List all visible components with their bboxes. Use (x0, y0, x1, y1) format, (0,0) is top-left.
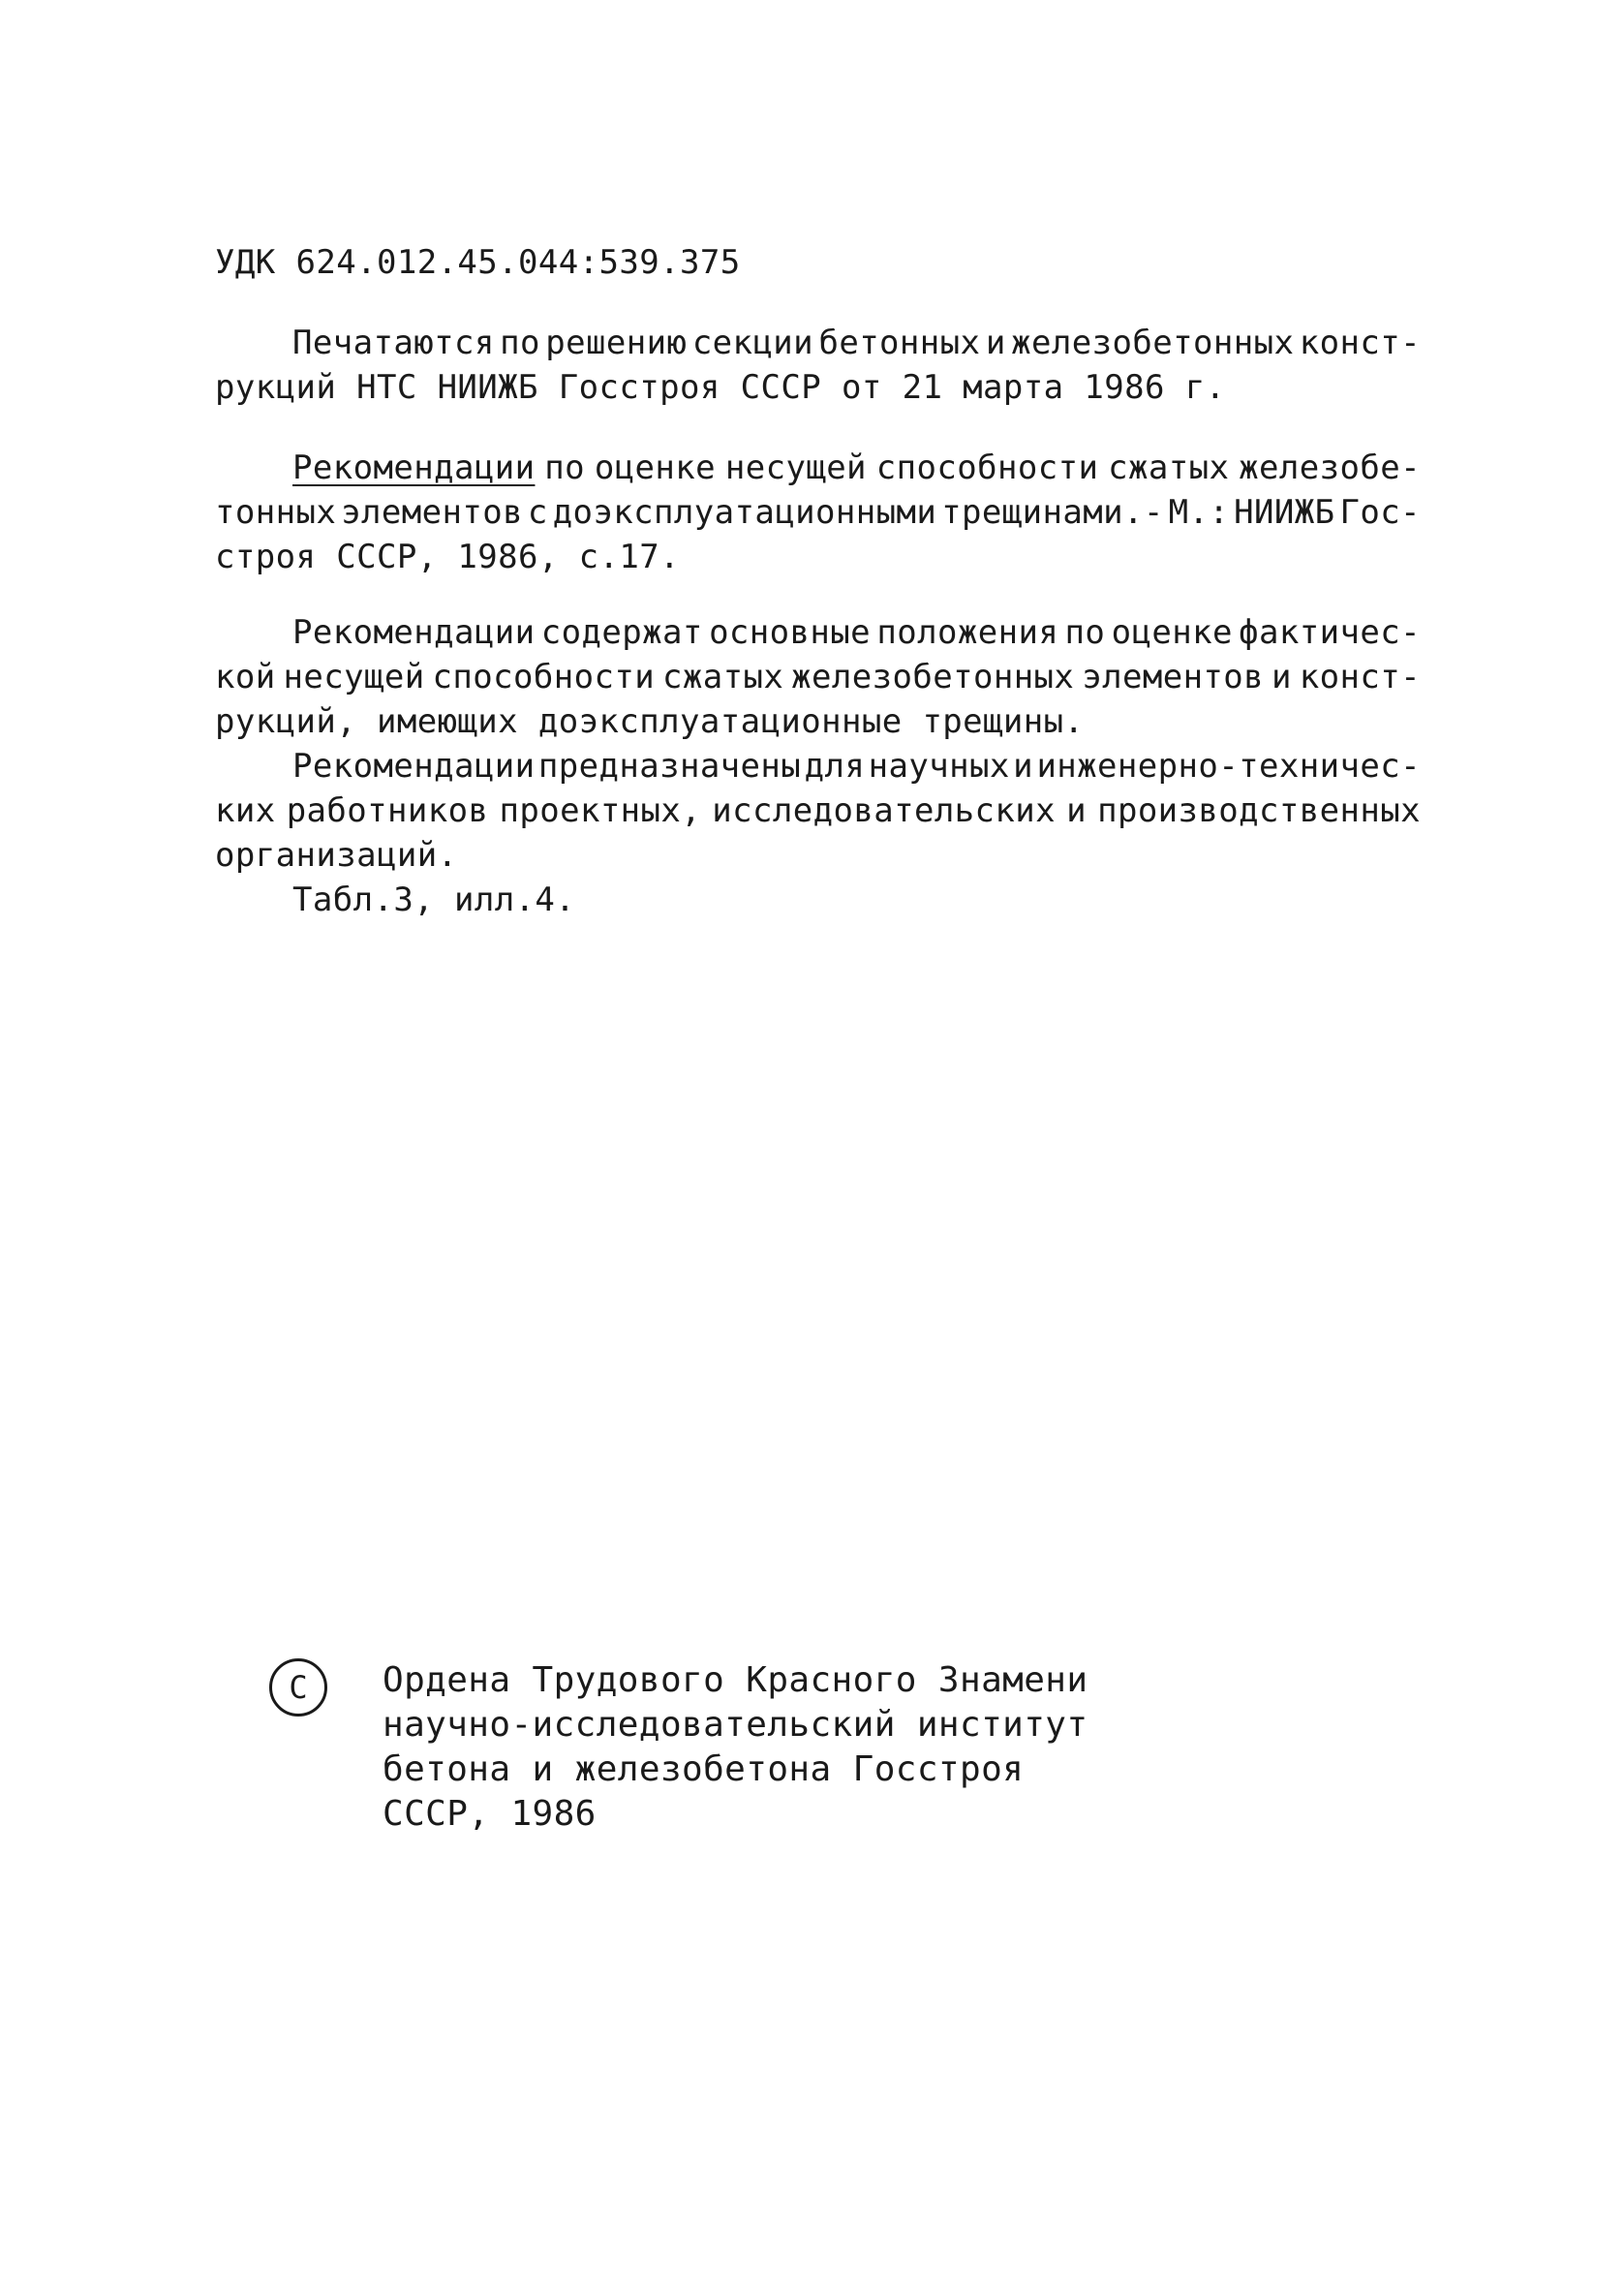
word: основные (709, 613, 872, 652)
word: секции (691, 324, 814, 362)
word: и (1066, 791, 1087, 830)
publisher-line-2: научно-исследовательский институт (383, 1705, 1088, 1745)
word: бетонных (818, 324, 981, 362)
publisher-line-4: СССР, 1986 (383, 1794, 597, 1834)
word: Гос- (1339, 493, 1421, 532)
word: для (804, 747, 866, 786)
word: по (1064, 613, 1106, 652)
tables-illustrations-count: Табл.3, илл.4. (292, 881, 576, 919)
word: конст- (1299, 658, 1421, 696)
word: трещинами.- (941, 493, 1164, 532)
word: по (500, 324, 540, 362)
word: фактичес- (1239, 613, 1421, 652)
word: М.: (1168, 493, 1230, 532)
word: железобетонных (1011, 324, 1295, 362)
abstract-p1-line-2 (215, 655, 1421, 699)
word: по (544, 449, 585, 487)
word: и (1013, 747, 1034, 786)
word: с (527, 493, 548, 532)
word: инженерно-техничес- (1036, 747, 1421, 786)
word: предназначены (537, 747, 802, 786)
publisher-line-3: бетона и железобетона Госстроя (383, 1749, 1025, 1789)
abstract-p1-line-1 (292, 610, 1421, 655)
word: Рекомендации (292, 613, 536, 652)
word: Рекомендации (292, 747, 536, 786)
abstract-p1-line-3: рукций, имеющих доэксплуатационные трещины. (215, 702, 1085, 741)
word: элементов (1082, 658, 1265, 696)
word: научных (868, 747, 1010, 786)
word: исследовательских (712, 791, 1057, 830)
word: конст- (1299, 324, 1421, 362)
word: несущей (724, 449, 867, 487)
word: и (985, 324, 1006, 362)
citation-line-2 (215, 490, 1421, 535)
copyright-icon (269, 1658, 327, 1717)
word: проектных, (499, 791, 702, 830)
word: оценке (594, 449, 717, 487)
citation-line-1 (292, 446, 1421, 490)
approval-line-1 (292, 321, 1421, 365)
udk-code: УДК 624.012.45.044:539.375 (215, 243, 741, 282)
word: сжатых (662, 658, 784, 696)
word: железобе- (1239, 449, 1421, 487)
word: кой (215, 658, 276, 696)
approval-line-2: рукций НТС НИИЖБ Госстроя СССР от 21 марта 1986 г. (215, 368, 1226, 407)
word: ких (215, 791, 276, 830)
citation-line-3: строя СССР, 1986, с.17. (215, 538, 681, 576)
word: решению (545, 324, 688, 362)
word: работников (286, 791, 489, 830)
word: несущей (283, 658, 425, 696)
word: и (1271, 658, 1292, 696)
word: положения (876, 613, 1059, 652)
copyright-symbol: С (289, 1669, 308, 1706)
word: способности (875, 449, 1099, 487)
word: элементов (341, 493, 523, 532)
word: оценке (1111, 613, 1233, 652)
word: Печатаются (292, 324, 495, 362)
word: производственных (1097, 791, 1421, 830)
abstract-p2-line-2 (215, 789, 1421, 833)
word: доэксплуатационными (552, 493, 937, 532)
word: содержат (540, 613, 703, 652)
word: сжатых (1108, 449, 1230, 487)
word: железобетонных (791, 658, 1075, 696)
word: тонных (215, 493, 337, 532)
abstract-p2-line-3: организаций. (215, 836, 458, 875)
citation-title-word: Рекомендации (292, 449, 536, 487)
abstract-p2-line-1 (292, 744, 1421, 789)
word: НИИЖБ (1234, 493, 1335, 532)
publisher-line-1: Ордена Трудового Красного Знамени (383, 1660, 1088, 1700)
word: способности (432, 658, 656, 696)
